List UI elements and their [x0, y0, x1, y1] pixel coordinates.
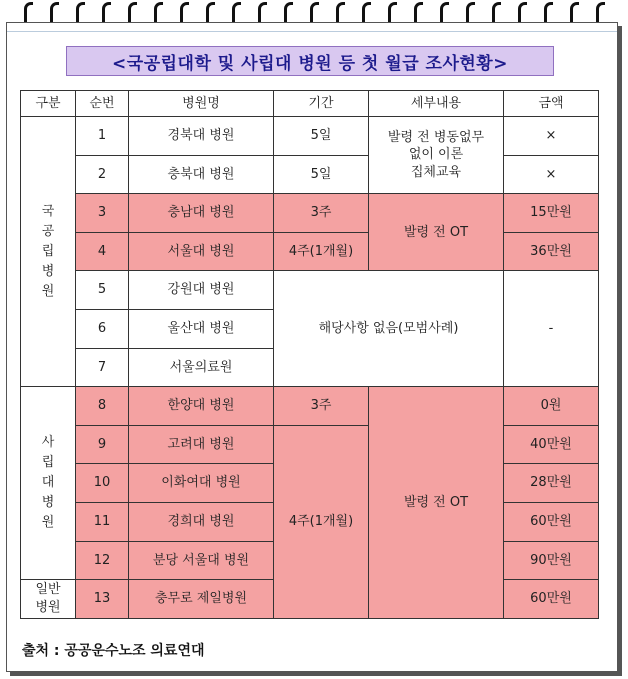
amount: 90만원: [504, 541, 599, 580]
row-number: 8: [76, 387, 129, 426]
amount: 0원: [504, 387, 599, 426]
header-hospital: 병원명: [129, 91, 274, 117]
period: 4주(1개월): [274, 232, 369, 271]
page-title: <국공립대학 및 사립대 병원 등 첫 월급 조사현황>: [66, 46, 554, 76]
header-detail: 세부내용: [369, 91, 504, 117]
amount: 36만원: [504, 232, 599, 271]
row-number: 13: [76, 580, 129, 619]
hospital-name: 분당 서울대 병원: [129, 541, 274, 580]
hospital-name: 서울의료원: [129, 348, 274, 387]
hospital-name: 충북대 병원: [129, 155, 274, 194]
row-number: 2: [76, 155, 129, 194]
hospital-name: 고려대 병원: [129, 425, 274, 464]
period: 4주(1개월): [274, 425, 369, 618]
hospital-name: 울산대 병원: [129, 309, 274, 348]
header-category: 구분: [21, 91, 76, 117]
table-row: [21, 194, 599, 233]
group-private: 사 립 대 병 원: [21, 387, 76, 580]
hospital-name: 이화여대 병원: [129, 464, 274, 503]
not-applicable-note: 해당사항 없음(모범사례): [274, 271, 504, 387]
header-amount: 금액: [504, 91, 599, 117]
table-row: [21, 155, 599, 194]
detail-ot: 발령 전 OT: [369, 194, 504, 271]
row-number: 11: [76, 502, 129, 541]
row-number: 10: [76, 464, 129, 503]
survey-table: [20, 90, 599, 619]
period: 3주: [274, 387, 369, 426]
table-row: [21, 387, 599, 426]
row-number: 1: [76, 117, 129, 156]
table-row: [21, 271, 599, 310]
detail-ot: 발령 전 OT: [369, 387, 504, 619]
hospital-name: 충무로 제일병원: [129, 580, 274, 619]
period: 3주: [274, 194, 369, 233]
amount: 60만원: [504, 580, 599, 619]
source-note: 출처 : 공공운수노조 의료연대: [22, 643, 205, 659]
table-header-row: [21, 91, 599, 117]
hospital-name: 한양대 병원: [129, 387, 274, 426]
row-number: 9: [76, 425, 129, 464]
row-number: 12: [76, 541, 129, 580]
amount: 40만원: [504, 425, 599, 464]
table-row: [21, 117, 599, 156]
row-number: 6: [76, 309, 129, 348]
amount: ×: [504, 155, 599, 194]
hospital-name: 충남대 병원: [129, 194, 274, 233]
detail-theory-training: 발령 전 병동없무 없이 이론 집체교육: [369, 117, 504, 194]
period: 5일: [274, 155, 369, 194]
amount: 28만원: [504, 464, 599, 503]
amount: 15만원: [504, 194, 599, 233]
header-number: 순번: [76, 91, 129, 117]
hospital-name: 강원대 병원: [129, 271, 274, 310]
group-general: 일반 병원: [21, 580, 76, 619]
row-number: 4: [76, 232, 129, 271]
hospital-name: 서울대 병원: [129, 232, 274, 271]
hospital-name: 경북대 병원: [129, 117, 274, 156]
period: 5일: [274, 117, 369, 156]
table-row: [21, 232, 599, 271]
row-number: 7: [76, 348, 129, 387]
amount: 60만원: [504, 502, 599, 541]
amount: -: [504, 271, 599, 387]
header-period: 기간: [274, 91, 369, 117]
group-public: 국 공 립 병 원: [21, 117, 76, 387]
table-row: [21, 425, 599, 464]
row-number: 5: [76, 271, 129, 310]
row-number: 3: [76, 194, 129, 233]
amount: ×: [504, 117, 599, 156]
hospital-name: 경희대 병원: [129, 502, 274, 541]
